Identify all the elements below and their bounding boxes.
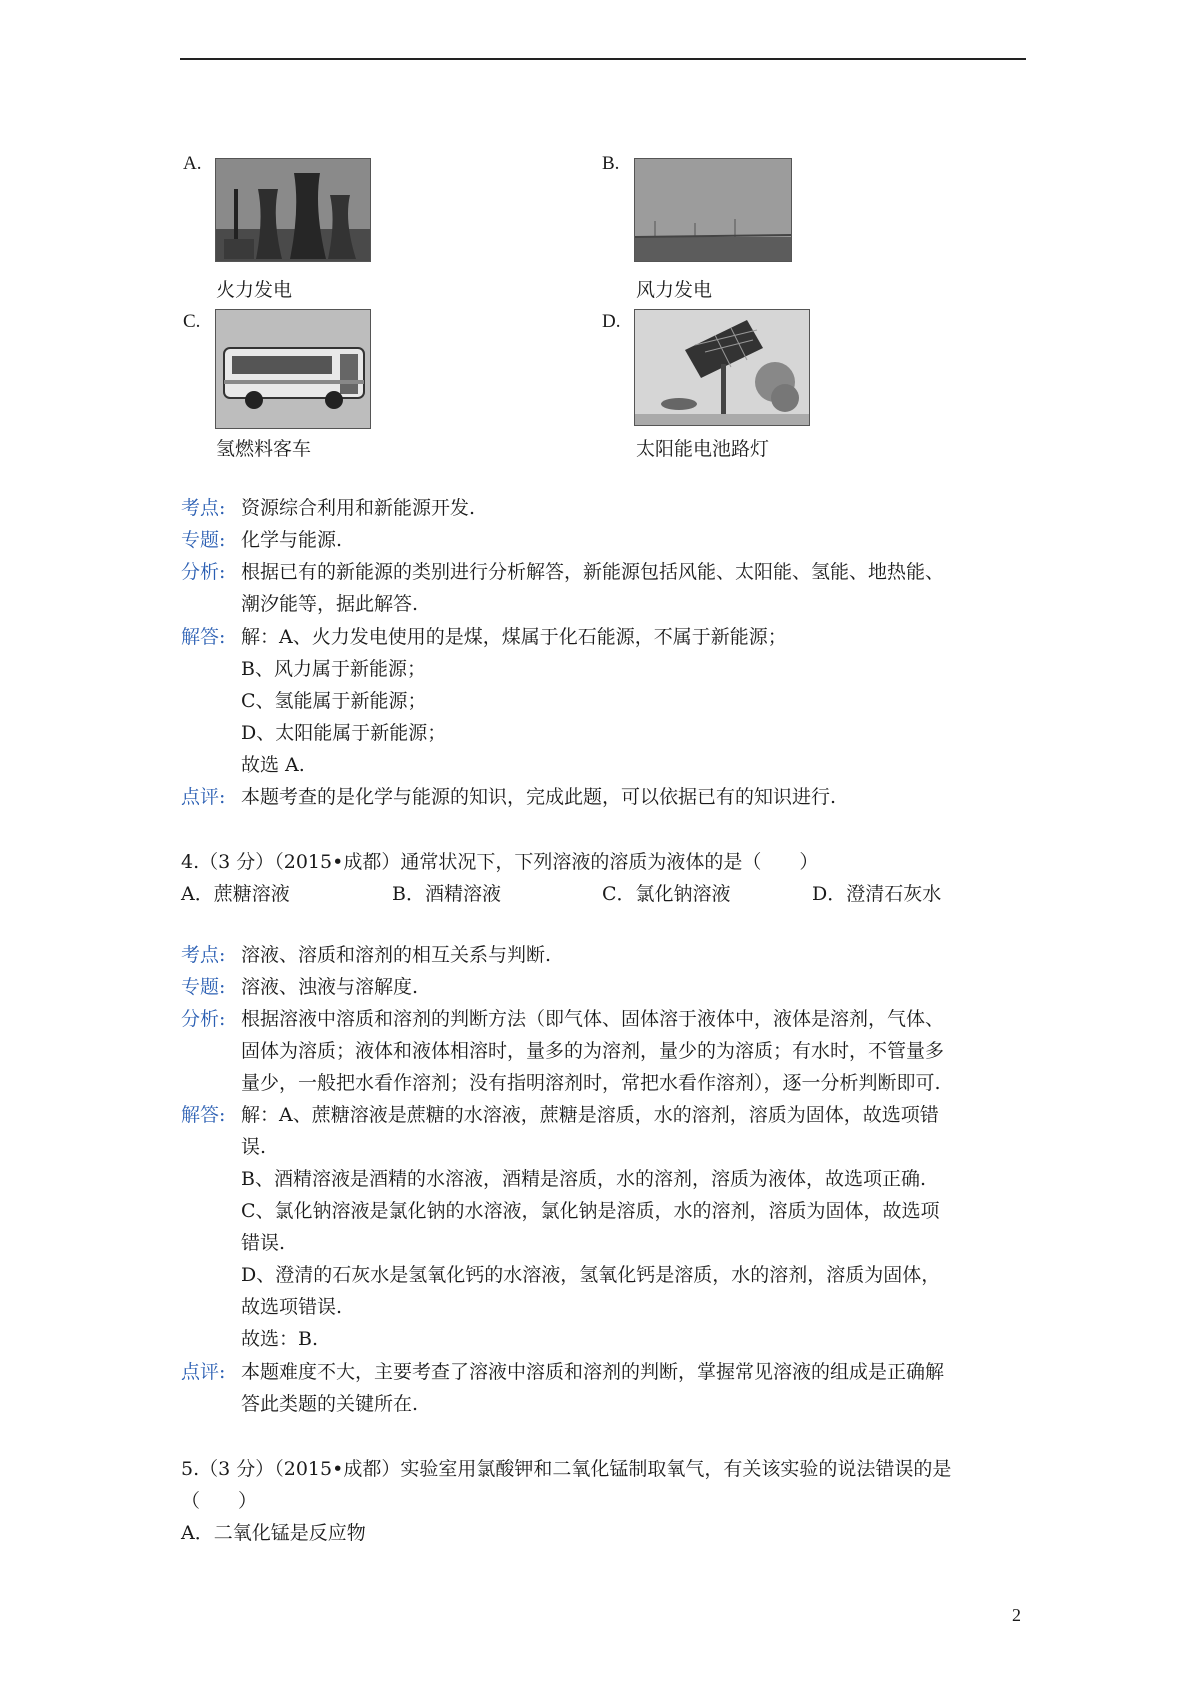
q4-jieda-line: D、澄清的石灰水是氢氧化钙的水溶液，氢氧化钙是溶质，水的溶剂，溶质为固体，	[241, 1264, 941, 1286]
q3-dianping-label: 点评:	[181, 786, 226, 808]
hydrogen-bus-image	[215, 309, 371, 429]
q4-dianping-label: 点评:	[181, 1361, 226, 1383]
q3-jieda-line: B、风力属于新能源；	[241, 658, 426, 680]
q3-jieda-line: D、太阳能属于新能源；	[241, 722, 447, 744]
q3-dianping-text: 本题考查的是化学与能源的知识，完成此题，可以依据已有的知识进行.	[241, 786, 837, 808]
q4-option-a: A．蔗糖溶液	[181, 883, 290, 905]
q4-jieda-line: 错误.	[241, 1232, 286, 1254]
q3-jieda-line: 故选 A.	[241, 754, 305, 776]
q5-question-line: （ ）	[181, 1490, 258, 1512]
thermal-power-plant-image	[215, 158, 371, 262]
q3-fenxi-line: 根据已有的新能源的类别进行分析解答，新能源包括风能、太阳能、氢能、地热能、	[241, 561, 945, 583]
q3-zhuanti-label: 专题:	[181, 529, 226, 551]
q4-kaodian-label: 考点:	[181, 944, 226, 966]
q4-dianping-line: 本题难度不大，主要考查了溶液中溶质和溶剂的判断，掌握常见溶液的组成是正确解	[241, 1361, 945, 1383]
q4-jieda-line: 解：A、蔗糖溶液是蔗糖的水溶液，蔗糖是溶质，水的溶剂，溶质为固体，故选项错	[241, 1104, 939, 1126]
figure-b-caption: 风力发电	[636, 279, 713, 301]
q4-fenxi-line: 根据溶液中溶质和溶剂的判断方法（即气体、固体溶于液体中，液体是溶剂，气体、	[241, 1008, 945, 1030]
header-rule	[180, 58, 1026, 60]
q4-option-c: C．氯化钠溶液	[602, 883, 731, 905]
q4-fenxi-line: 量少，一般把水看作溶剂；没有指明溶剂时，常把水看作溶剂），逐一分析判断即可.	[241, 1072, 941, 1094]
q3-zhuanti-text: 化学与能源.	[241, 529, 343, 551]
q4-option-d: D．澄清石灰水	[812, 883, 942, 905]
q3-fenxi-label: 分析:	[181, 561, 226, 583]
figure-c-caption: 氢燃料客车	[216, 438, 312, 460]
q3-kaodian-text: 资源综合利用和新能源开发.	[241, 497, 476, 519]
q3-jieda-label: 解答:	[181, 626, 226, 648]
q3-kaodian-label: 考点:	[181, 497, 226, 519]
q4-option-b: B．酒精溶液	[392, 883, 501, 905]
q4-dianping-line: 答此类题的关键所在.	[241, 1393, 419, 1415]
q4-jieda-line: 故选：B.	[241, 1328, 319, 1350]
figure-a-caption: 火力发电	[216, 279, 293, 301]
q4-zhuanti-label: 专题:	[181, 976, 226, 998]
wind-power-image	[634, 158, 792, 262]
figure-c-letter: C.	[183, 311, 201, 332]
figure-d-caption: 太阳能电池路灯	[636, 438, 770, 460]
q3-fenxi-line: 潮汐能等，据此解答.	[241, 593, 419, 615]
figure-b-letter: B.	[602, 153, 620, 174]
q5-option-a: A．二氧化锰是反应物	[181, 1522, 366, 1544]
figure-a-letter: A.	[183, 153, 202, 174]
q4-jieda-line: 误.	[241, 1136, 267, 1158]
q4-jieda-line: 故选项错误.	[241, 1296, 343, 1318]
q4-question: 4.（3 分）（2015•成都）通常状况下，下列溶液的溶质为液体的是（ ）	[181, 851, 819, 873]
q4-zhuanti-text: 溶液、浊液与溶解度.	[241, 976, 419, 998]
solar-street-light-image	[634, 309, 810, 426]
q4-jieda-line: B、酒精溶液是酒精的水溶液，酒精是溶质，水的溶剂，溶质为液体，故选项正确.	[241, 1168, 927, 1190]
q4-fenxi-label: 分析:	[181, 1008, 226, 1030]
q4-jieda-label: 解答:	[181, 1104, 226, 1126]
q3-jieda-line: 解：A、火力发电使用的是煤，煤属于化石能源，不属于新能源；	[241, 626, 787, 648]
q3-jieda-line: C、氢能属于新能源；	[241, 690, 427, 712]
q4-jieda-line: C、氯化钠溶液是氯化钠的水溶液，氯化钠是溶质，水的溶剂，溶质为固体，故选项	[241, 1200, 940, 1222]
q4-fenxi-line: 固体为溶质；液体和液体相溶时，量多的为溶剂，量少的为溶质；有水时，不管量多	[241, 1040, 945, 1062]
q5-question-line: 5.（3 分）（2015•成都）实验室用氯酸钾和二氧化锰制取氧气，有关该实验的说法错误的是	[181, 1458, 952, 1480]
page-number: 2	[1012, 1605, 1021, 1625]
figure-d-letter: D.	[602, 311, 621, 332]
q4-kaodian-text: 溶液、溶质和溶剂的相互关系与判断.	[241, 944, 552, 966]
